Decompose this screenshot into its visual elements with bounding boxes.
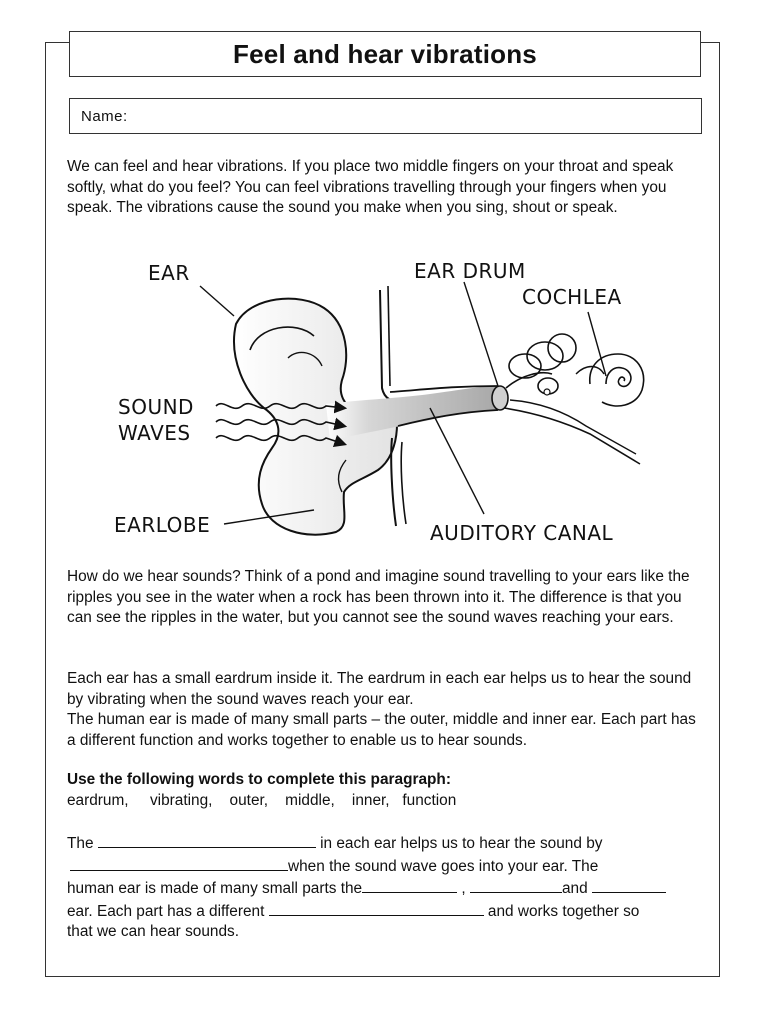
fill-line-4: ear. Each part has a different and works together so — [67, 900, 707, 923]
blank-5[interactable] — [592, 877, 666, 893]
name-field[interactable] — [69, 98, 702, 134]
word-6: function — [402, 792, 457, 809]
name-label: Name: — [81, 107, 128, 125]
word-bank — [67, 791, 456, 812]
label-auditory-canal: AUDITORY CANAL — [430, 521, 614, 545]
blank-4[interactable] — [470, 877, 562, 893]
fill-in-paragraph — [67, 832, 707, 943]
paragraph-hearing: How do we hear sounds? Think of a pond and imagine sound travelling to your ears like the ripples you see in the water when a rock has been thrown into it. The difference is that you can see the ripples in the water, but you cannot see the sound waves reaching your ears. — [67, 568, 690, 627]
blank-3[interactable] — [362, 877, 457, 893]
label-ear-drum: EAR DRUM — [414, 259, 526, 283]
cochlea-shape — [590, 354, 644, 406]
page-title: Feel and hear vibrations — [233, 38, 537, 69]
exercise-instruction: Use the following words to complete this paragraph: — [67, 771, 451, 788]
word-3: outer, — [229, 792, 269, 809]
word-1: eardrum, — [67, 792, 129, 809]
paragraph-ear-parts: The human ear is made of many small parts – the outer, middle and inner ear. Each part has a different function and works together to enable us to hear sounds. — [67, 711, 696, 749]
blank-6[interactable] — [269, 900, 484, 916]
word-2: vibrating, — [149, 792, 213, 809]
label-waves: WAVES — [118, 421, 191, 445]
fill-line-2: when the sound wave goes into your ear. The — [67, 855, 707, 878]
blank-2[interactable] — [70, 855, 288, 871]
intro-paragraph: We can feel and hear vibrations. If you place two middle fingers on your throat and speak softly, what do you feel? You can feel vibrations travelling through your fingers when you speak. The vibrations cause the sound you make when you sing, shout or speak. — [67, 158, 674, 217]
label-sound: SOUND — [118, 395, 194, 419]
blank-1[interactable] — [98, 832, 316, 848]
title-box — [69, 31, 701, 77]
ear-diagram — [100, 248, 660, 553]
label-ear: EAR — [148, 261, 190, 285]
fill-line-3: human ear is made of many small parts the , and — [67, 877, 707, 900]
fill-line-1: The in each ear helps us to hear the sound by — [67, 832, 707, 855]
label-cochlea: COCHLEA — [522, 285, 622, 309]
ear-drum-shape — [492, 386, 508, 410]
fill-line-5: that we can hear sounds. — [67, 923, 239, 941]
word-5: inner, — [351, 792, 390, 809]
label-earlobe: EARLOBE — [114, 513, 211, 537]
paragraph-eardrum: Each ear has a small eardrum inside it. The eardrum in each ear helps us to hear the sound by vibrating when the sound waves reach your ear. — [67, 670, 692, 708]
word-4: middle, — [285, 792, 335, 809]
